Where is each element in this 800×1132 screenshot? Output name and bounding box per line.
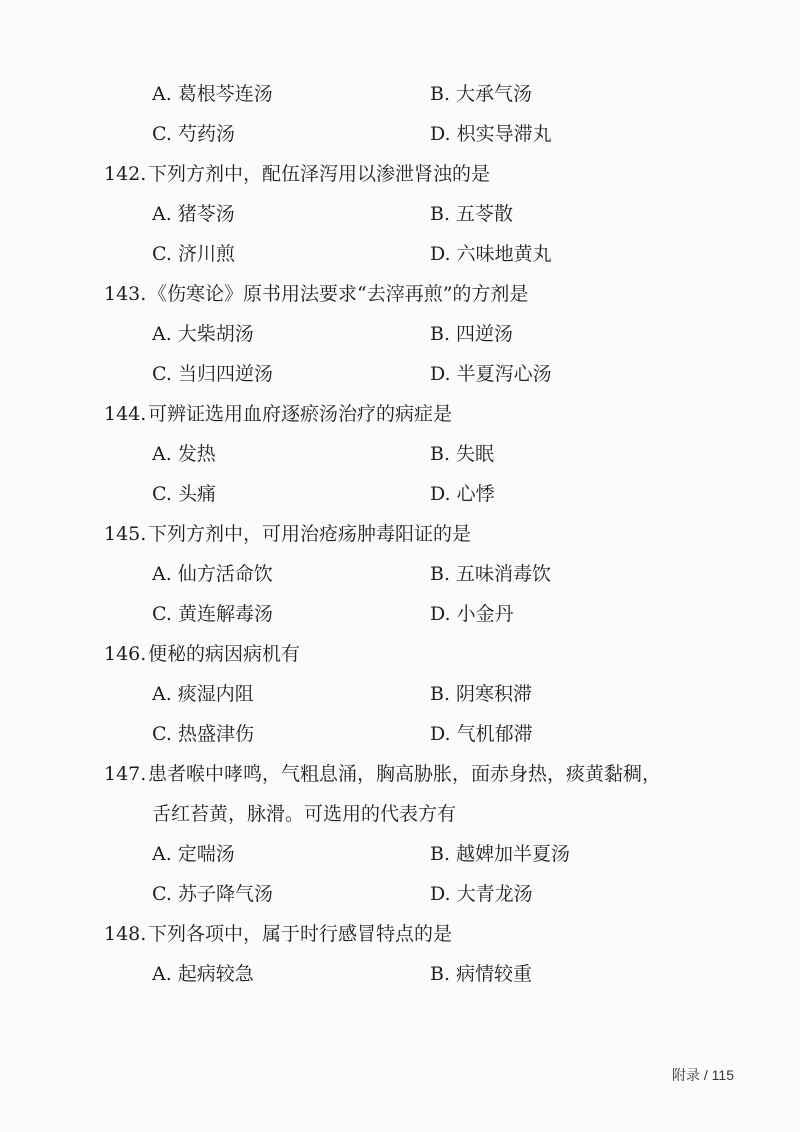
- answer-option: B. 大承气汤: [430, 83, 533, 105]
- question-text: 患者喉中哮鸣，气粗息涌，胸高胁胀，面赤身热，痰黄黏稠，: [148, 763, 662, 785]
- question-number: 143.: [104, 283, 147, 305]
- question-number: 147.: [104, 763, 147, 785]
- question-number: 145.: [104, 523, 147, 545]
- answer-option: A. 发热: [152, 443, 216, 465]
- question-text: 便秘的病因病机有: [148, 643, 301, 665]
- question-number: 144.: [104, 403, 147, 425]
- answer-option: C. 当归四逆汤: [152, 363, 273, 385]
- answer-option: D. 大青龙汤: [430, 883, 533, 905]
- answer-option: B. 阴寒积滞: [430, 683, 533, 705]
- answer-option: C. 芍药汤: [152, 123, 235, 145]
- answer-option: C. 头痛: [152, 483, 216, 505]
- question-stem: [104, 642, 300, 666]
- question-stem: [104, 522, 471, 546]
- answer-option: B. 五味消毒饮: [430, 563, 552, 585]
- question-text: 下列各项中，属于时行感冒特点的是: [148, 923, 453, 945]
- question-number: 146.: [104, 643, 147, 665]
- question-stem: [104, 922, 452, 946]
- answer-option: B. 失眠: [430, 443, 495, 465]
- question-number: 148.: [104, 923, 147, 945]
- question-text: 可辨证选用血府逐瘀汤治疗的病症是: [148, 403, 453, 425]
- answer-option: A. 痰湿内阻: [152, 683, 254, 705]
- answer-option: A. 大柴胡汤: [152, 323, 254, 345]
- question-stem: [104, 402, 452, 426]
- answer-option: D. 气机郁滞: [430, 723, 533, 745]
- answer-option: C. 苏子降气汤: [152, 883, 273, 905]
- answer-option: C. 热盛津伤: [152, 723, 254, 745]
- answer-option: B. 四逆汤: [430, 323, 514, 345]
- answer-option: A. 猪苓汤: [152, 203, 235, 225]
- question-stem: [104, 282, 528, 306]
- answer-option: A. 葛根芩连汤: [152, 83, 273, 105]
- page-footer: 附录 / 115: [672, 1067, 734, 1083]
- answer-option: D. 心悸: [430, 483, 495, 505]
- question-stem: [104, 162, 490, 186]
- question-text: 《伤寒论》原书用法要求“去滓再煎”的方剂是: [148, 283, 529, 305]
- answer-option: D. 小金丹: [430, 603, 514, 625]
- answer-option: B. 五苓散: [430, 203, 514, 225]
- question-text: 下列方剂中，配伍泽泻用以渗泄肾浊的是: [148, 163, 491, 185]
- answer-option: A. 仙方活命饮: [152, 563, 273, 585]
- answer-option: C. 黄连解毒汤: [152, 603, 273, 625]
- answer-option: C. 济川煎: [152, 243, 235, 265]
- answer-option: A. 定喘汤: [152, 843, 235, 865]
- question-number: 142.: [104, 163, 147, 185]
- answer-option: B. 越婢加半夏汤: [430, 843, 571, 865]
- answer-option: B. 病情较重: [430, 963, 533, 985]
- answer-option: D. 六味地黄丸: [430, 243, 552, 265]
- answer-option: D. 枳实导滞丸: [430, 123, 552, 145]
- question-stem: [104, 762, 661, 786]
- question-text: 下列方剂中，可用治疮疡肿毒阳证的是: [148, 523, 472, 545]
- answer-option: A. 起病较急: [152, 963, 254, 985]
- answer-option: D. 半夏泻心汤: [430, 363, 552, 385]
- question-text-continued: 舌红苔黄，脉滑。可选用的代表方有: [152, 803, 457, 825]
